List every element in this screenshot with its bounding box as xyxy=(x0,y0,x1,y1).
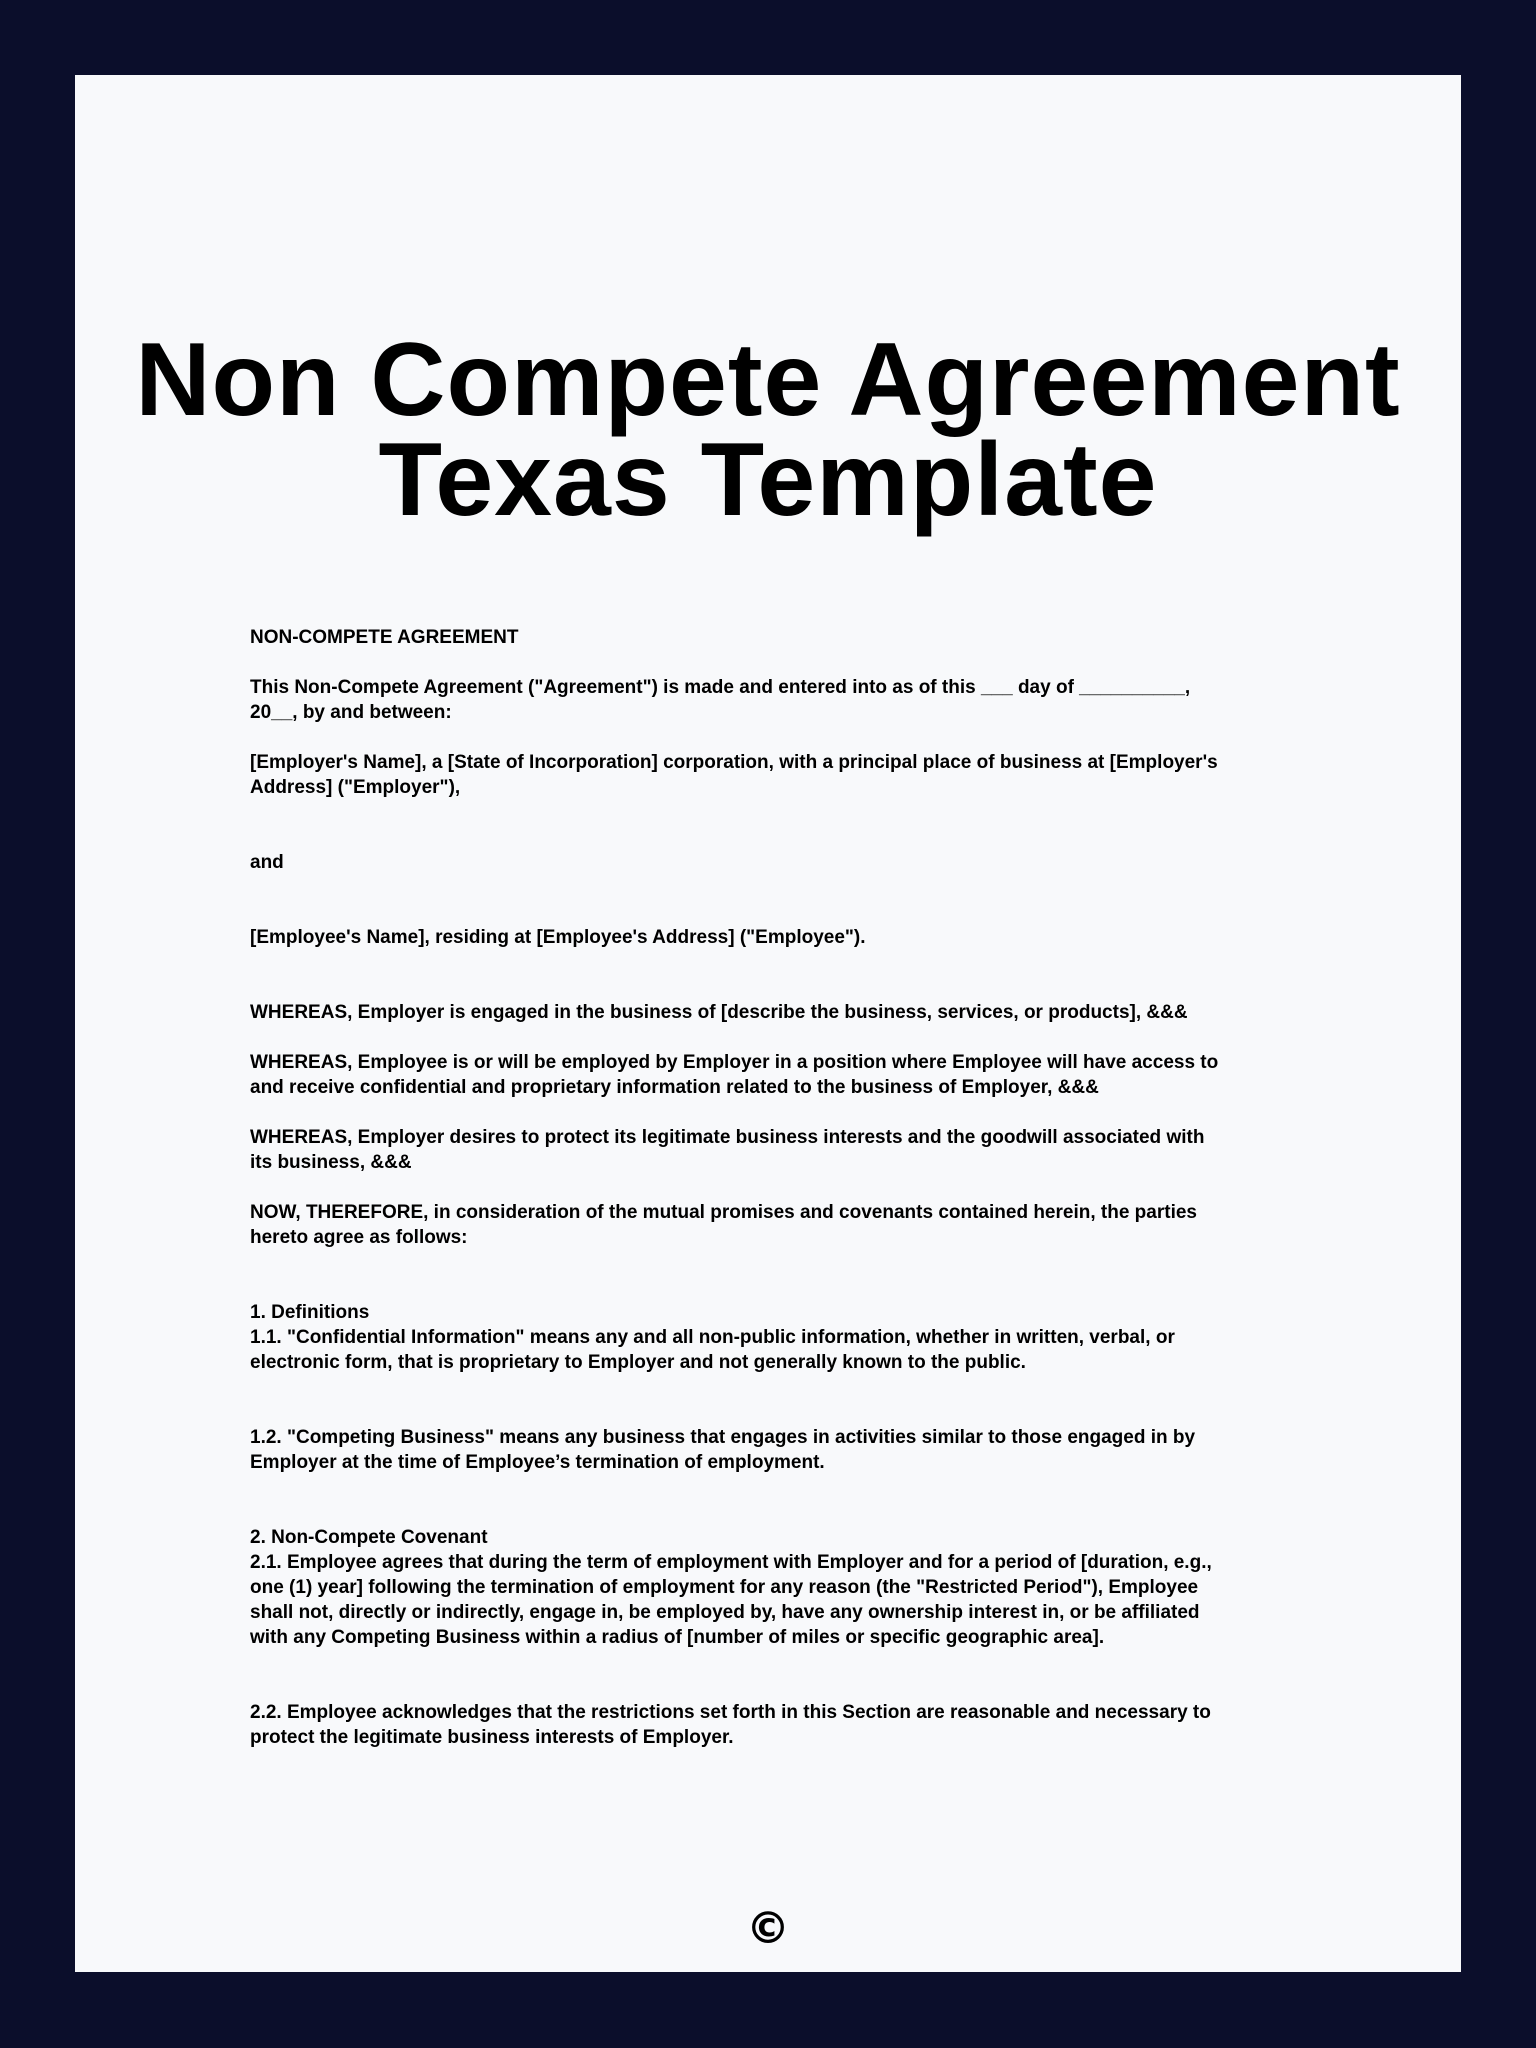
agreement-heading: NON-COMPETE AGREEMENT xyxy=(250,627,519,648)
title-line-1: Non Compete Agreement xyxy=(135,322,1401,438)
section-1-2: 1.2. "Competing Business" means any business that engages in activities similar to those engaged in by Employer at the time of Employee’s termination of employment. xyxy=(250,1427,1196,1473)
section-2-1: 2.1. Employee agrees that during the term of employment with Employer and for a period of [duration, e.g., one (1) year] following the termination of employment for any reason (the "Restricted Period"), Employee shall not, directly or indirectly, engage in, be employed by, have any ownership interest in, or be affiliated with any Competing Business within a radius of [number of miles or specific geographic area]. xyxy=(250,1552,1212,1648)
copyright-icon: © xyxy=(746,1903,790,1954)
section-1-1: 1.1. "Confidential Information" means any and all non-public information, whether in written, verbal, or electronic form, that is proprietary to Employer and not generally known to the public. xyxy=(250,1327,1175,1373)
section-2-2: 2.2. Employee acknowledges that the restrictions set forth in this Section are reasonable and necessary to protect the legitimate business interests of Employer. xyxy=(250,1702,1211,1748)
and-paragraph: and xyxy=(250,852,284,873)
document-body xyxy=(250,625,1370,1750)
page-title xyxy=(75,322,1461,538)
whereas-paragraph-3: WHEREAS, Employer desires to protect its legitimate business interests and the goodwill associated with its business, &&& xyxy=(250,1127,1205,1173)
intro-paragraph: This Non-Compete Agreement ("Agreement") is made and entered into as of this ___ day of __________, 20__, by and between: xyxy=(250,677,1191,723)
whereas-paragraph-1: WHEREAS, Employer is engaged in the business of [describe the business, services, or products], &&& xyxy=(250,1002,1188,1023)
employee-paragraph: [Employee's Name], residing at [Employee's Address] ("Employee"). xyxy=(250,927,866,948)
title-line-2: Texas Template xyxy=(378,422,1158,538)
whereas-paragraph-2: WHEREAS, Employee is or will be employed by Employer in a position where Employee will have access to and receive confidential and proprietary information related to the business of Employer, &&& xyxy=(250,1052,1219,1098)
document-page xyxy=(75,75,1461,1972)
employer-paragraph: [Employer's Name], a [State of Incorporation] corporation, with a principal place of business at [Employer's Address] ("Employer"), xyxy=(250,752,1218,798)
now-therefore-paragraph: NOW, THEREFORE, in consideration of the mutual promises and covenants contained herein, the parties hereto agree as follows: xyxy=(250,1202,1197,1248)
section-2-title: 2. Non-Compete Covenant xyxy=(250,1527,488,1548)
section-1-title: 1. Definitions xyxy=(250,1302,370,1323)
